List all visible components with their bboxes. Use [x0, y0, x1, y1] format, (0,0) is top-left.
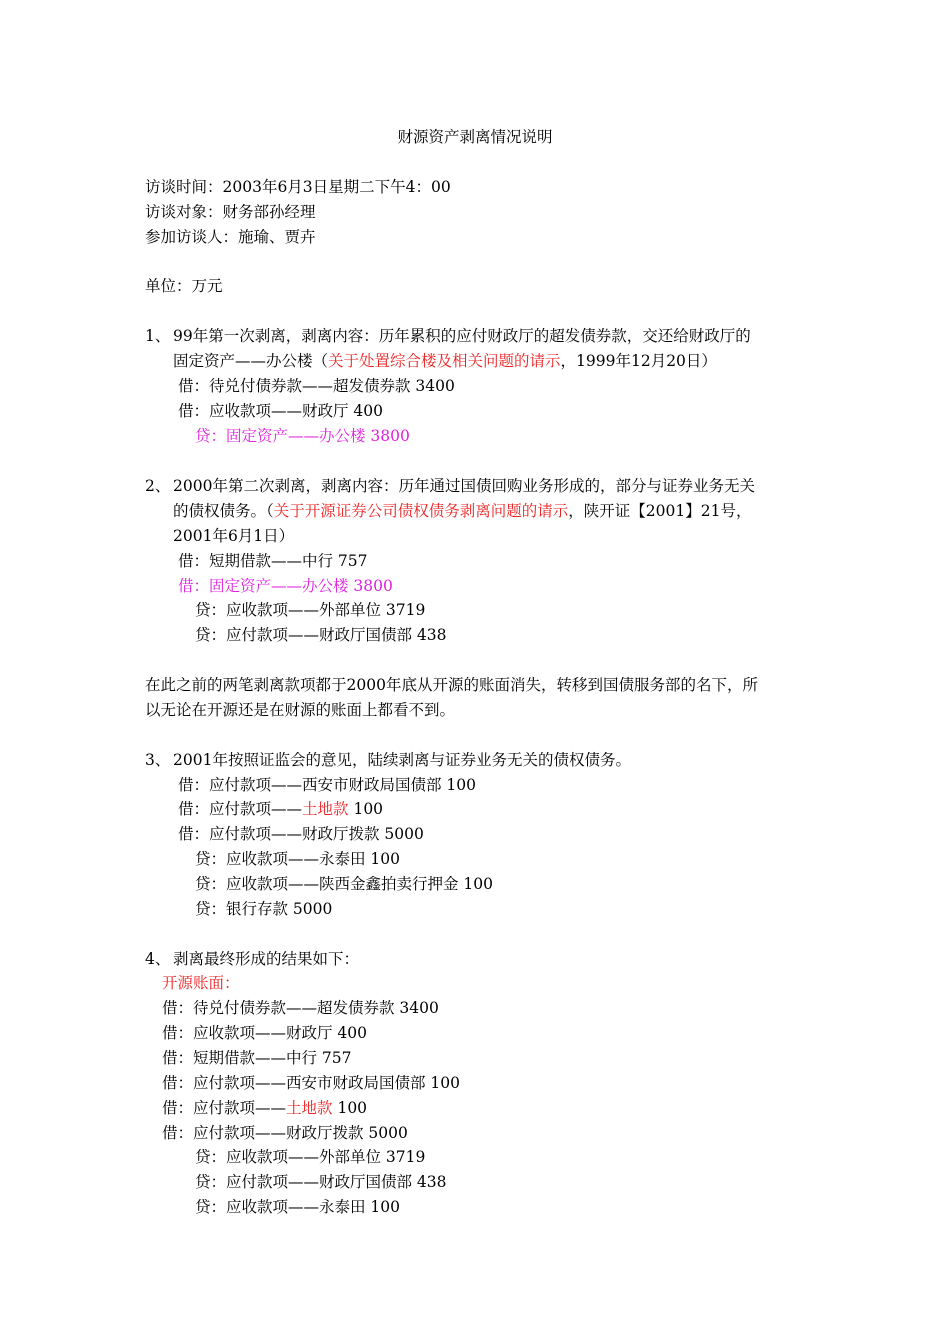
section-2-doc-title: 关于开源证券公司债权债务剥离问题的请示 — [273, 502, 569, 520]
section-4-entry-2: 借：应收款项——财政厅 400 — [162, 1024, 368, 1042]
section-1-doc-title: 关于处置综合楼及相关问题的请示 — [328, 352, 561, 370]
unit-label: 单位：万元 — [145, 277, 223, 295]
section-3-entry-6: 贷：银行存款 5000 — [195, 900, 333, 918]
section-1-number: 1、 — [145, 327, 171, 345]
interview-subject: 访谈对象：财务部孙经理 — [145, 203, 316, 221]
section-4-land-payment: 土地款 — [286, 1099, 333, 1117]
section-3-number: 3、 — [145, 751, 171, 769]
section-3-entry-4: 贷：应收款项——永泰田 100 — [195, 850, 401, 868]
section-1-entry-2: 借：应收款项——财政厅 400 — [178, 402, 384, 420]
section-2-entry-2: 借：固定资产——办公楼 3800 — [178, 577, 393, 595]
section-1-entry-3: 贷：固定资产——办公楼 3800 — [195, 427, 410, 445]
section-3-entry-2 — [178, 799, 383, 819]
section-3-entry-2-post: 100 — [348, 800, 384, 818]
section-4-entry-9: 贷：应收款项——永泰田 100 — [195, 1198, 401, 1216]
section-4-entry-7: 贷：应收款项——外部单位 3719 — [195, 1148, 426, 1166]
note-paragraph-line-1: 在此之前的两笔剥离款项都于2000年底从开源的账面消失，转移到国债服务部的名下，所 — [145, 676, 758, 694]
section-3-entry-3: 借：应付款项——财政厅拨款 5000 — [178, 825, 424, 843]
section-2-line-3: 2001年6月1日） — [173, 527, 295, 545]
section-4-number: 4、 — [145, 950, 171, 968]
section-2-line-1: 2000年第二次剥离，剥离内容：历年通过国债回购业务形成的，部分与证券业务无关 — [173, 477, 755, 495]
section-4-entry-4: 借：应付款项——西安市财政局国债部 100 — [162, 1074, 461, 1092]
section-2-number: 2、 — [145, 477, 171, 495]
section-4-entry-5-pre: 借：应付款项—— — [162, 1099, 287, 1117]
section-3-entry-2-pre: 借：应付款项—— — [178, 800, 303, 818]
section-2-line-2-pre: 的债权债务。（ — [173, 502, 274, 520]
page-title: 财源资产剥离情况说明 — [397, 128, 553, 146]
section-1-entry-1: 借：待兑付债券款——超发债券款 3400 — [178, 377, 455, 395]
interview-time: 访谈时间：2003年6月3日星期二下午4：00 — [145, 178, 451, 196]
section-4-entry-1: 借：待兑付债券款——超发债券款 3400 — [162, 999, 439, 1017]
section-2-line-2 — [173, 501, 751, 521]
section-1-line-2 — [173, 351, 717, 371]
section-3-entry-5: 贷：应收款项——陕西金鑫拍卖行押金 100 — [195, 875, 494, 893]
note-paragraph-line-2: 以无论在开源还是在财源的账面上都看不到。 — [145, 701, 456, 719]
section-1-line-2-pre: 固定资产——办公楼（ — [173, 352, 329, 370]
section-4-entry-6: 借：应付款项——财政厅拨款 5000 — [162, 1124, 408, 1142]
section-4-line-1: 剥离最终形成的结果如下： — [173, 950, 360, 968]
section-3-line-1: 2001年按照证监会的意见，陆续剥离与证券业务无关的债权债务。 — [173, 751, 631, 769]
section-2-entry-4: 贷：应付款项——财政厅国债部 438 — [195, 626, 447, 644]
section-1-line-1: 99年第一次剥离，剥离内容：历年累积的应付财政厅的超发债券款，交还给财政厅的 — [173, 327, 751, 345]
section-4-entry-5-post: 100 — [332, 1099, 368, 1117]
interview-participants: 参加访谈人：施瑜、贾卉 — [145, 228, 316, 246]
section-4-entry-8: 贷：应付款项——财政厅国债部 438 — [195, 1173, 447, 1191]
section-3-entry-1: 借：应付款项——西安市财政局国债部 100 — [178, 776, 477, 794]
section-4-subheading: 开源账面： — [162, 974, 240, 992]
section-2-entry-3: 贷：应收款项——外部单位 3719 — [195, 601, 426, 619]
section-2-entry-1: 借：短期借款——中行 757 — [178, 552, 368, 570]
section-4-entry-3: 借：短期借款——中行 757 — [162, 1049, 352, 1067]
section-1-line-2-post: ，1999年12月20日） — [560, 352, 717, 370]
section-4-entry-5 — [162, 1098, 367, 1118]
section-3-land-payment: 土地款 — [302, 800, 349, 818]
section-2-line-2-post: ，陕开证【2001】21号， — [568, 502, 752, 520]
